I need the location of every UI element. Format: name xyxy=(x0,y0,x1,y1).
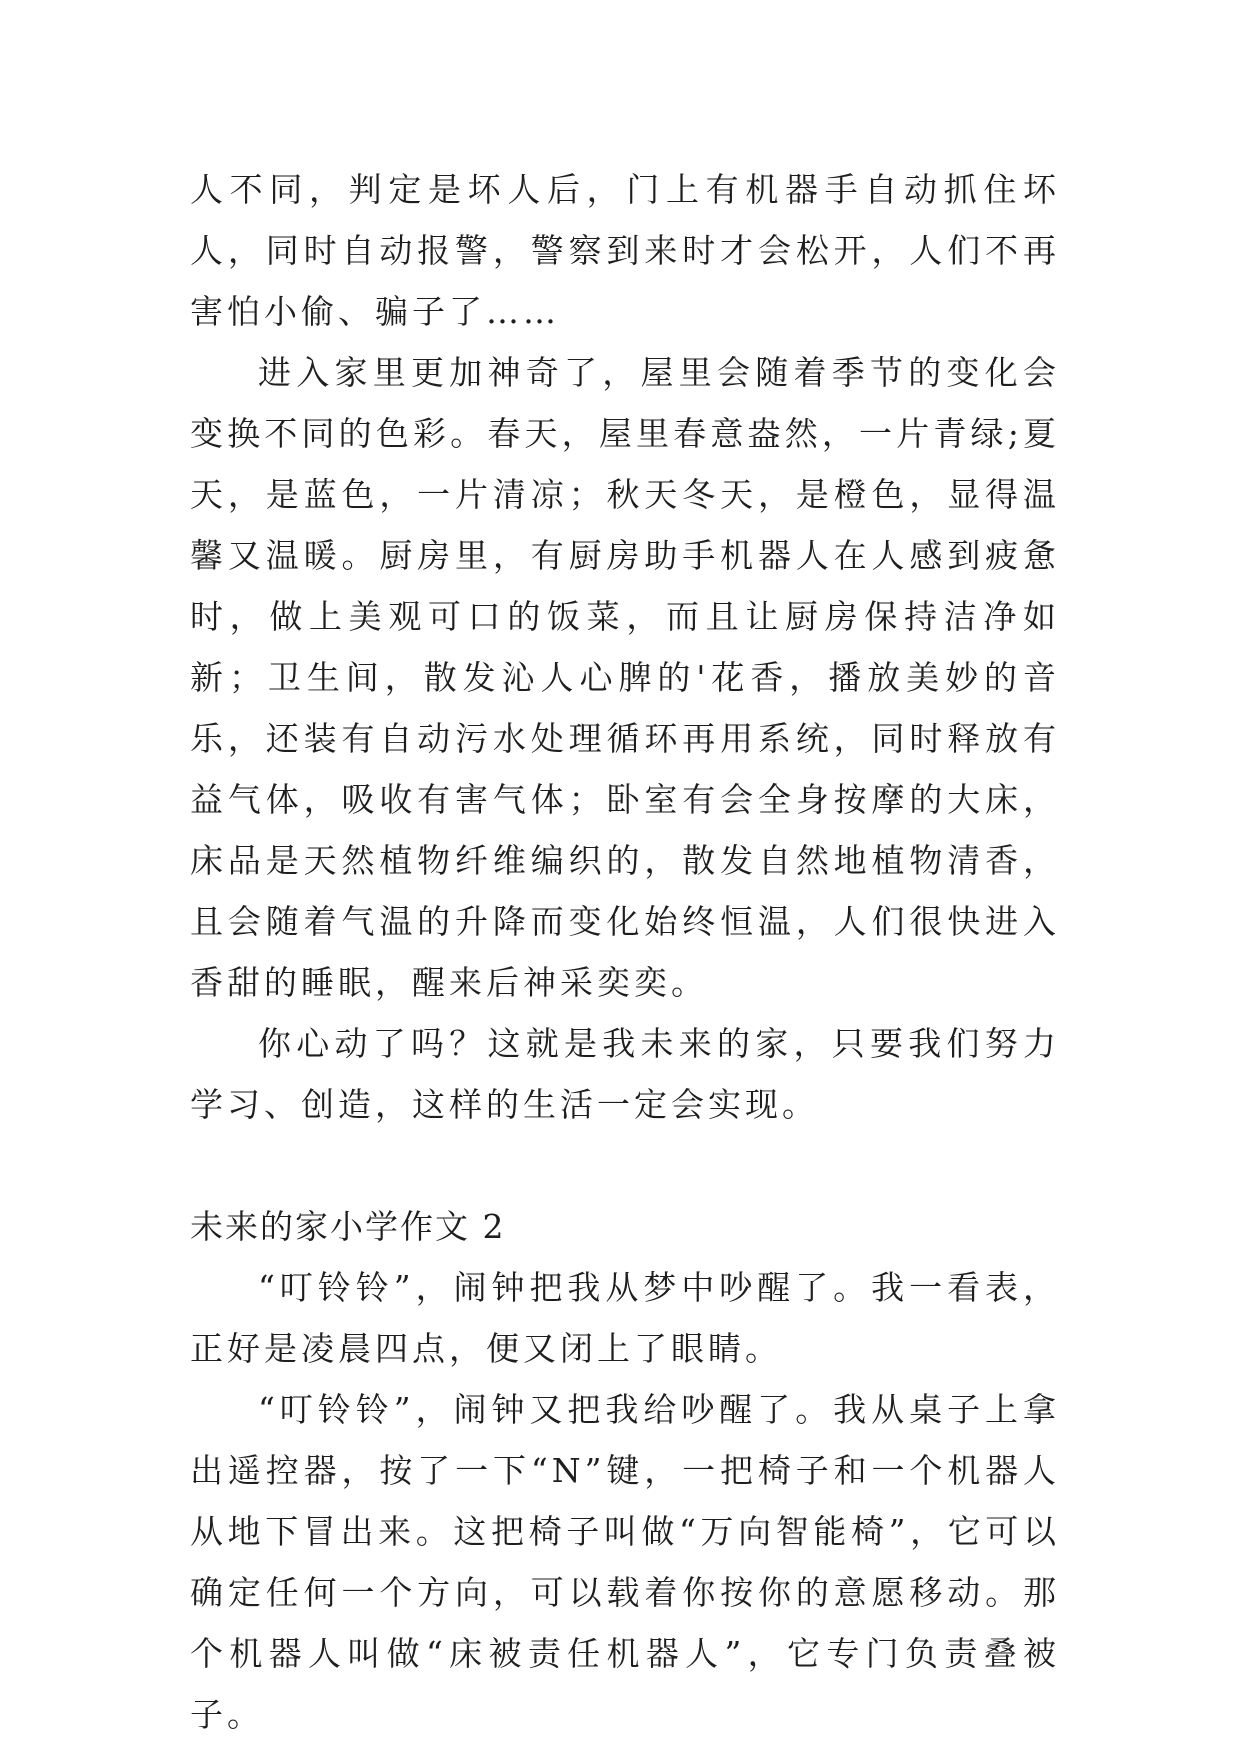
section-title: 未来的家小学作文 2 xyxy=(190,1207,506,1246)
paragraph-conclusion: 你心动了吗？这就是我未来的家，只要我们努力学习、创造，这样的生活一定会实现。 xyxy=(190,1024,1060,1124)
document-body xyxy=(190,159,1060,1745)
paragraph-home-interior: 进入家里更加神奇了，屋里会随着季节的变化会变换不同的色彩。春天，屋里春意盎然，一片青绿;夏天，是蓝色，一片清凉；秋天冬天，是橙色，显得温馨又温暖。厨房里，有厨房助手机器人在人感到疲惫时，做上美观可口的饭菜，而且让厨房保持洁净如新；卫生间，散发沁人心脾的'花香，播放美妙的音乐，还装有自动污水处理循环再用系统，同时释放有益气体，吸收有害气体；卧室有会全身按摩的大床，床品是天然植物纤维编织的，散发自然地植物清香，且会随着气温的升降而变化始终恒温，人们很快进入香甜的睡眠，醒来后神采奕奕。 xyxy=(190,353,1060,1002)
paragraph-continued: 人不同，判定是坏人后，门上有机器手自动抓住坏人，同时自动报警，警察到来时才会松开，人们不再害怕小偷、骗子了…… xyxy=(190,170,1060,331)
paragraph-alarm-first: “叮铃铃”，闹钟把我从梦中吵醒了。我一看表，正好是凌晨四点，便又闭上了眼睛。 xyxy=(190,1268,1060,1368)
paragraph-alarm-second: “叮铃铃”，闹钟又把我给吵醒了。我从桌子上拿出遥控器，按了一下“N”键，一把椅子和一个机器人从地下冒出来。这把椅子叫做“万向智能椅”，它可以确定任何一个方向，可以载着你按你的意愿移动。那个机器人叫做“床被责任机器人”，它专门负责叠被子。 xyxy=(190,1390,1060,1734)
section-spacer xyxy=(190,1135,1060,1196)
